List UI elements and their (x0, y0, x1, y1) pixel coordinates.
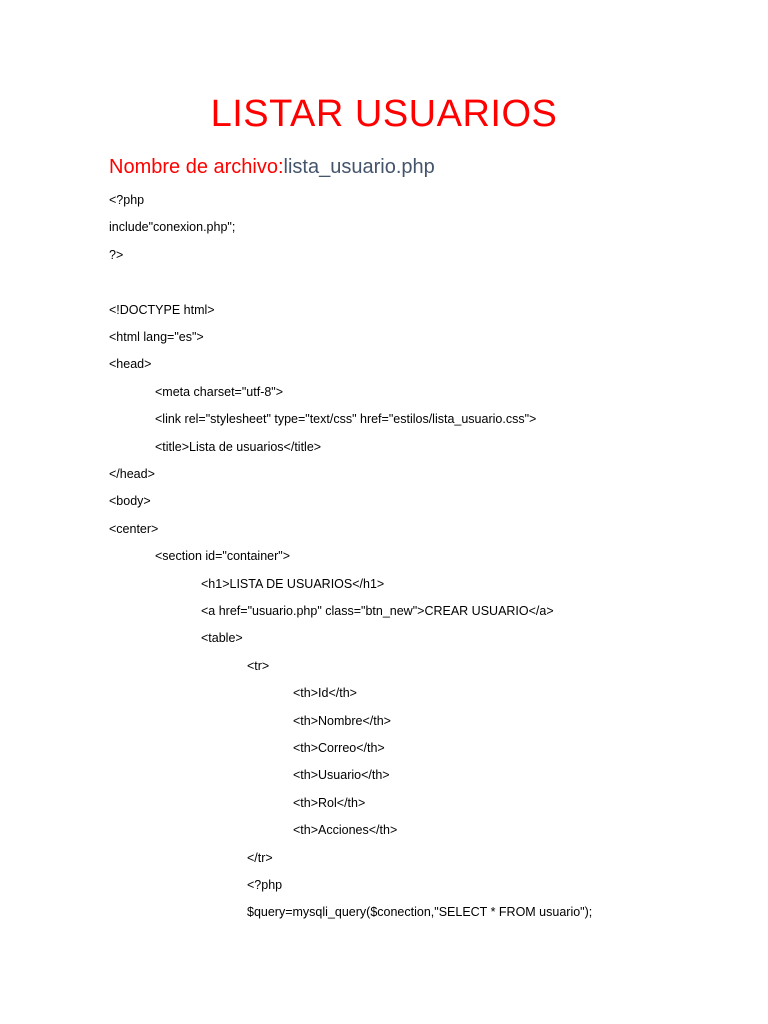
code-line: <th>Id</th> (293, 686, 357, 701)
file-name-value: lista_usuario.php (283, 156, 435, 178)
code-line: <th>Correo</th> (293, 741, 385, 755)
code-line: <center> (109, 521, 159, 536)
code-line: <a href="usuario.php" class="btn_new">CREAR USUARIO</a> (201, 604, 554, 618)
code-line: <th>Rol</th> (293, 795, 366, 810)
code-line: <th>Usuario</th> (293, 768, 390, 783)
code-line: <html lang="es"> (109, 330, 204, 344)
code-line: </tr> (247, 850, 273, 865)
code-line: </head> (109, 467, 155, 481)
file-name-label: Nombre de archivo: (109, 156, 284, 178)
code-line: <section id="container"> (155, 549, 291, 564)
document-title: LISTAR USUARIOS (210, 93, 558, 135)
code-line: include"conexion.php"; (109, 220, 236, 235)
code-line: <?php (247, 878, 283, 892)
code-line: <head> (109, 357, 152, 372)
code-line: ?> (109, 247, 124, 262)
code-line: <th>Acciones</th> (293, 823, 398, 838)
code-line: <meta charset="utf-8"> (155, 384, 284, 399)
code-line: <tr> (247, 658, 270, 673)
code-line: <?php (109, 193, 145, 207)
file-name-heading (109, 152, 435, 182)
code-line: <th>Nombre</th> (293, 713, 391, 728)
code-line: <title>Lista de usuarios</title> (155, 439, 322, 454)
code-line: <link rel="stylesheet" type="text/css" href="estilos/lista_usuario.css"> (155, 412, 537, 427)
code-line: <body> (109, 494, 151, 509)
code-line: $query=mysqli_query($conection,"SELECT * FROM usuario"); (247, 905, 593, 920)
code-line: <!DOCTYPE html> (109, 302, 215, 317)
code-line: <h1>LISTA DE USUARIOS</h1> (201, 576, 385, 591)
code-line: <table> (201, 631, 243, 646)
